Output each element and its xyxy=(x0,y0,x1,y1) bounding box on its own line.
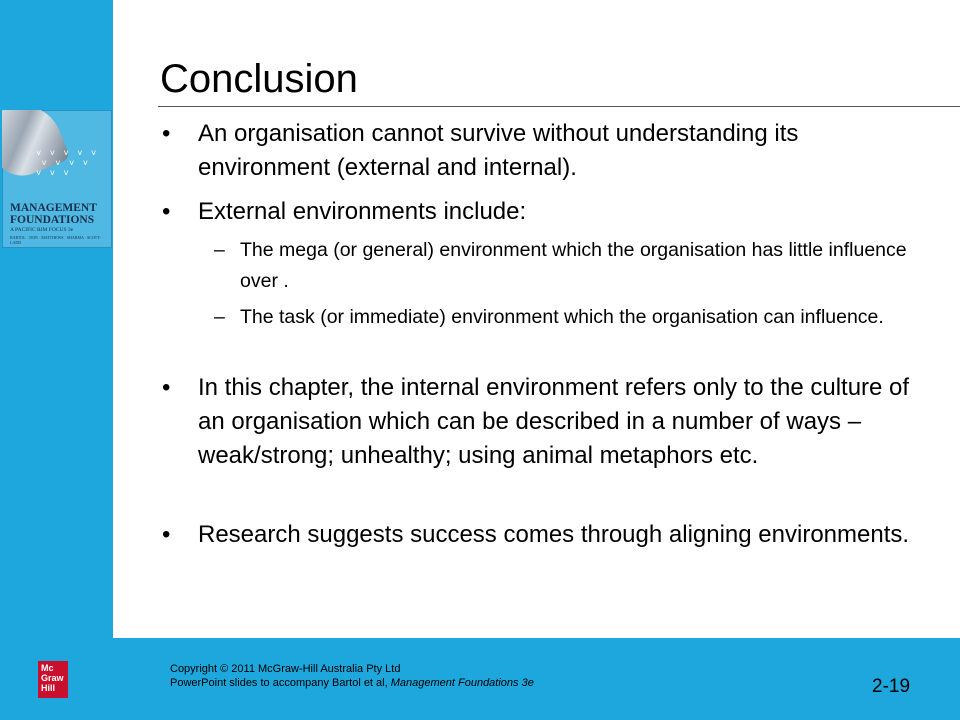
bullet-item xyxy=(162,195,918,229)
sub-bullet-item xyxy=(214,302,930,333)
bullet-text: Research suggests success comes through aligning environments. xyxy=(198,521,910,548)
bullet-marker: • xyxy=(162,120,171,147)
sub-bullet-item xyxy=(214,235,930,297)
bullet-text: In this chapter, the internal environment refers only to the culture of an organisation which can be described in a number of ways – weak/strong; unhealthy; using animal metaphors etc. xyxy=(198,374,910,469)
book-cover-title: MANAGEMENT FOUNDATIONS xyxy=(10,202,97,226)
bullet-item xyxy=(162,371,918,473)
bullet-marker: • xyxy=(162,198,171,225)
sub-bullet-marker: – xyxy=(214,306,225,328)
copyright-notice xyxy=(170,662,534,690)
book-cover-subtitle: A PACIFIC RIM FOCUS 3e xyxy=(10,227,74,233)
attribution-line: PowerPoint slides to accompany Bartol et al, Management Foundations 3e xyxy=(170,677,534,689)
page-number: 2-19 xyxy=(872,676,911,697)
left-accent-band xyxy=(0,0,113,720)
book-cover-image xyxy=(2,110,112,248)
title-divider xyxy=(158,106,960,107)
bullet-text: External environments include: xyxy=(198,198,527,225)
book-cover-birds-graphic: ˅ ˅ ˅ ˅ ˅ ˅ ˅ ˅ ˅ ˅ ˅ ˅ xyxy=(36,148,100,178)
mcgraw-hill-logo: Mc Graw Hill xyxy=(38,661,68,698)
copyright-line: Copyright © 2011 McGraw-Hill Australia Pty Ltd xyxy=(170,663,401,675)
slide-title: Conclusion xyxy=(160,57,358,101)
bullet-item xyxy=(162,518,918,552)
sub-bullet-text: The task (or immediate) environment which the organisation can influence. xyxy=(240,306,884,328)
bullet-marker: • xyxy=(162,521,171,548)
bullet-marker: • xyxy=(162,374,171,401)
sub-bullet-text: The mega (or general) environment which the organisation has little influence over . xyxy=(240,239,907,292)
bullet-text: An organisation cannot survive without understanding its environment (external and internal). xyxy=(198,120,799,181)
bullet-item xyxy=(162,117,918,185)
book-title-italic: Management Foundations 3e xyxy=(390,677,534,689)
book-cover-authors: BARTOL · TEIN · MATTHEWS · SHARMA · SCOTT-LADD xyxy=(10,235,101,245)
sub-bullet-marker: – xyxy=(214,239,225,261)
